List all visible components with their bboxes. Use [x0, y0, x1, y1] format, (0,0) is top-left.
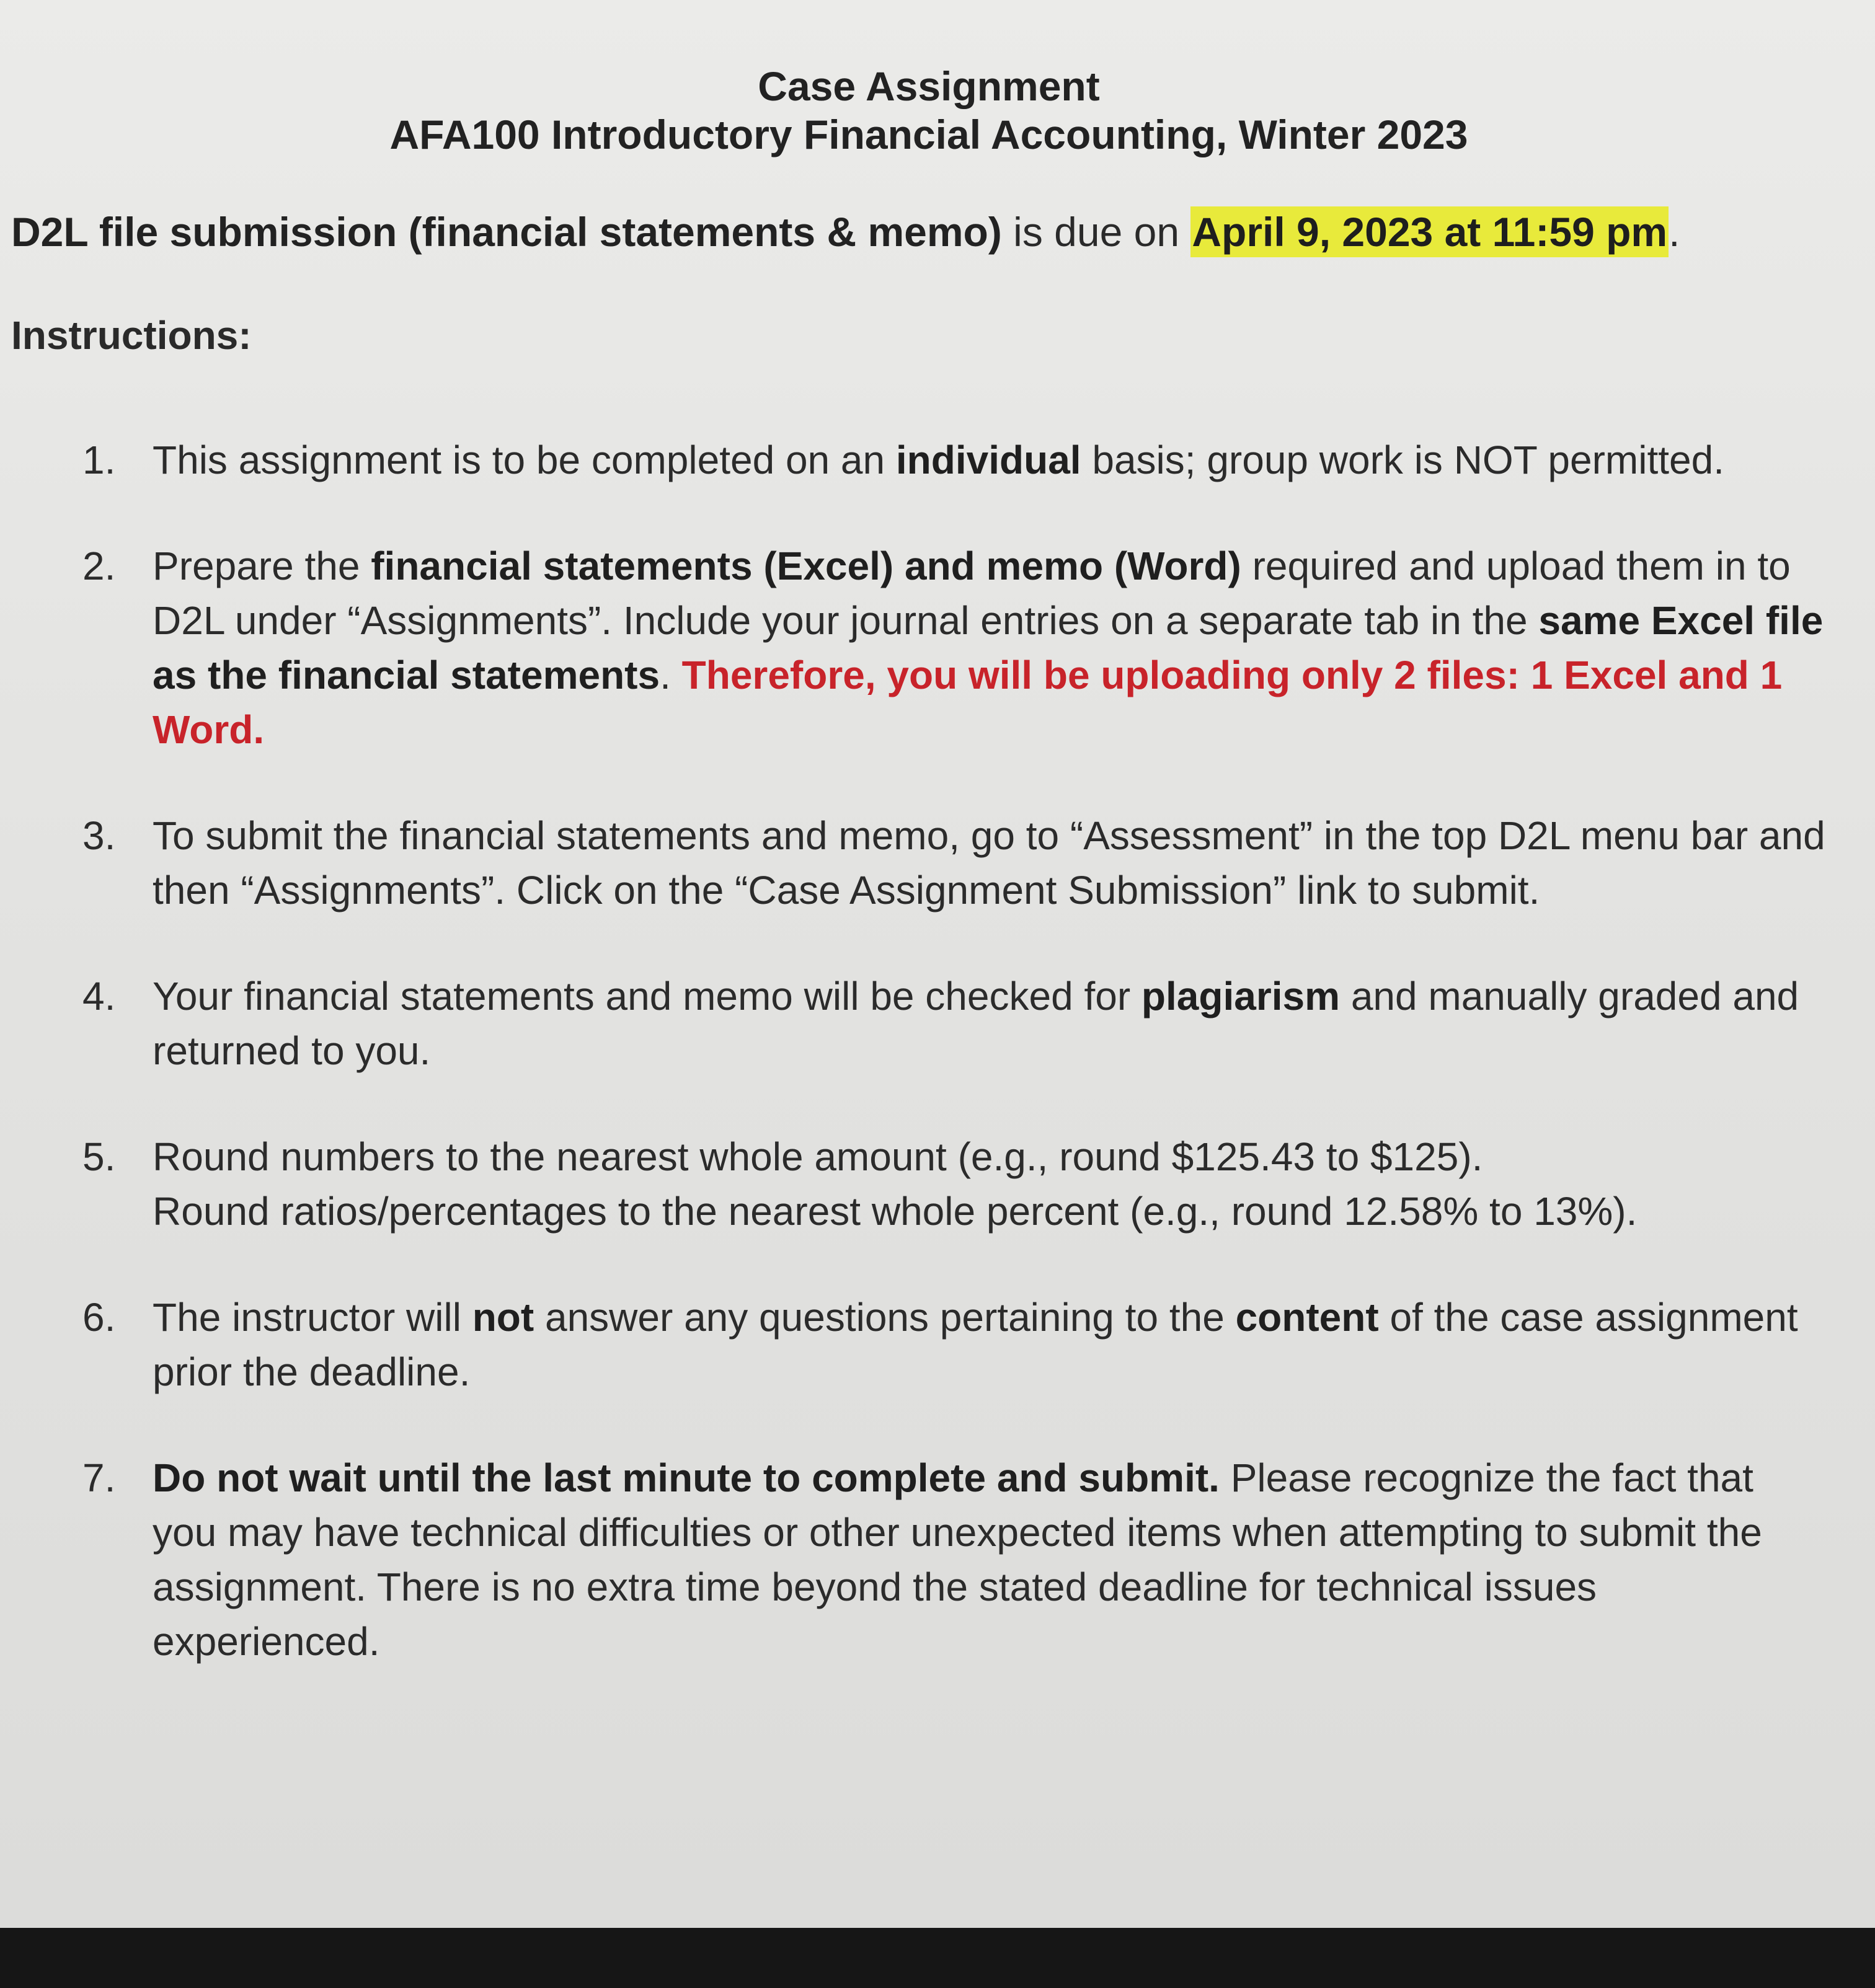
item-bold-text: content: [1235, 1295, 1379, 1340]
item-text: Your financial statements and memo will be checked for: [153, 974, 1141, 1018]
item-text: The instructor will: [153, 1295, 472, 1340]
item-number: 7.: [82, 1456, 116, 1500]
item-bold-text: same Excel file as the financial statements: [153, 598, 1824, 697]
item-text: and manually graded and returned to you.: [153, 974, 1799, 1073]
due-prefix: D2L file submission (financial statements & memo): [11, 209, 1002, 255]
item-number: 2.: [82, 544, 116, 588]
list-item: [11, 969, 1827, 1078]
list-item: [11, 1451, 1827, 1669]
document-title: Case Assignment: [758, 63, 1100, 109]
due-suffix: .: [1669, 209, 1680, 255]
item-text: of the case assignment prior the deadline.: [153, 1295, 1798, 1394]
item-text: Please recognize the fact that you may have technical difficulties or other unexpected items when attempting to submit the assignment. There is no extra time beyond the stated deadline for technical issues experienced.: [153, 1456, 1762, 1664]
item-number: 6.: [82, 1295, 116, 1340]
instructions-heading: Instructions:: [11, 313, 252, 358]
instructions-list: [11, 433, 1846, 1669]
item-bold-text: plagiarism: [1141, 974, 1341, 1018]
list-item: [11, 808, 1827, 917]
item-text: To submit the financial statements and memo, go to “Assessment” in the top D2L menu bar and then “Assignments”. Click on the “Case Assignment Submission” link to submit.: [153, 813, 1825, 912]
item-text: answer any questions pertaining to the: [534, 1295, 1236, 1340]
due-date-line: [11, 207, 1846, 257]
item-text: basis; group work is NOT permitted.: [1081, 438, 1724, 482]
document-page: [11, 62, 1846, 1720]
item-number: 3.: [82, 813, 116, 858]
list-item: [11, 1290, 1827, 1399]
item-bold-text: individual: [895, 438, 1081, 482]
item-text: Round numbers to the nearest whole amount (e.g., round $125.43 to $125).: [153, 1134, 1483, 1179]
item-text: Round ratios/percentages to the nearest whole percent (e.g., round 12.58% to 13%).: [153, 1189, 1638, 1234]
item-red-emphasis: Therefore, you will be uploading only 2 files: 1 Excel and 1 Word.: [153, 653, 1783, 752]
monitor-bezel: [0, 1928, 1875, 1988]
item-text: .: [660, 653, 682, 697]
item-text: This assignment is to be completed on an: [153, 438, 896, 482]
item-bold-text: not: [472, 1295, 534, 1340]
item-text: required and upload them in to D2L under “Assignments”. Include your journal entries on a separate tab in the: [153, 544, 1791, 643]
due-date-highlight: April 9, 2023 at 11:59 pm: [1190, 206, 1669, 257]
list-item: [11, 539, 1827, 757]
item-number: 1.: [82, 438, 116, 482]
item-number: 4.: [82, 974, 116, 1018]
item-bold-text: Do not wait until the last minute to complete and submit.: [153, 1456, 1220, 1500]
due-middle: is due on: [1001, 209, 1191, 255]
list-item: [11, 1129, 1827, 1239]
course-title: AFA100 Introductory Financial Accounting, Winter 2023: [389, 112, 1468, 157]
item-bold-text: financial statements (Excel) and memo (Word): [371, 544, 1241, 588]
title-block: [11, 62, 1846, 159]
list-item: [11, 433, 1827, 487]
item-text: Prepare the: [153, 544, 371, 588]
item-number: 5.: [82, 1134, 116, 1179]
